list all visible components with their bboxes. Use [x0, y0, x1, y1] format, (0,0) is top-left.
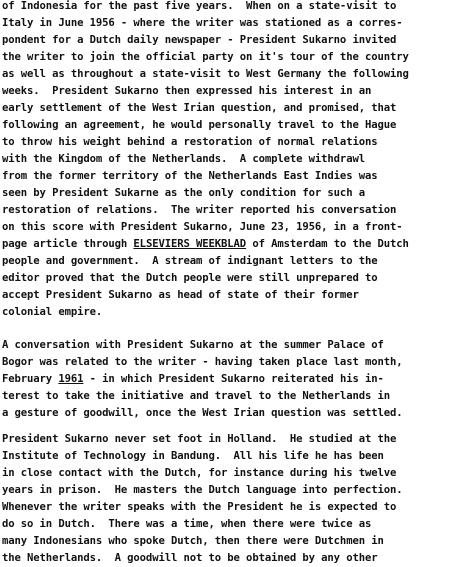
paragraph-1-line-15: page article through ELSEVIERS WEEKBLAD of Amsterdam to the Dutch	[2, 238, 409, 250]
paragraph-3-line-3: in close contact with the Dutch, for instance during his twelve	[2, 467, 397, 479]
paragraph-1-line-1: of Indonesia for the past five years. When on a state-visit to	[2, 0, 397, 12]
paragraph-1-line-4: the writer to join the official party on it's tour of the country	[2, 51, 409, 63]
paragraph-1-line-5: as well as throughout a state-visit to West Germany the following	[2, 68, 409, 80]
paragraph-3-line-5: Whenever the writer speaks with the President he is expected to	[2, 501, 397, 513]
paragraph-3-line-1: President Sukarno never set foot in Holland. He studied at the	[2, 433, 397, 445]
paragraph-1-line-19: colonial empire.	[2, 306, 103, 318]
paragraph-1-line-8: following an agreement, he would personally travel to the Hague	[2, 119, 397, 131]
paragraph-1-line-13: restoration of relations. The writer reported his conversation	[2, 204, 397, 216]
paragraph-1-line-11: from the former territory of the Netherlands East Indies was	[2, 170, 378, 182]
paragraph-1-line-3: pondent for a Dutch daily newspaper - President Sukarno invited	[2, 34, 397, 46]
paragraph-3-line-4: years in prison. He masters the Dutch language into perfection.	[2, 484, 403, 496]
paragraph-1-line-17: editor proved that the Dutch people were still unprepared to	[2, 272, 378, 284]
paragraph-1-line-7: early settlement of the West Irian question, and promised, that	[2, 102, 397, 114]
paragraph-1-line-14: on this score with President Sukarno, June 23, 1956, in a front-	[2, 221, 403, 233]
paragraph-2-line-4: terest to take the initiative and travel to the Netherlands in	[2, 390, 390, 402]
paragraph-2-line-5: a gesture of goodwill, once the West Irian question was settled.	[2, 407, 403, 419]
paragraph-1-line-2: Italy in June 1956 - where the writer was stationed as a corres-	[2, 17, 403, 29]
paragraph-1-line-9: to throw his weight behind a restoration of normal relations	[2, 136, 378, 148]
paragraph-2-line-3: February 1961 - in which President Sukarno reiterated his in-	[2, 373, 384, 385]
paragraph-3-line-2: Institute of Technology in Bandung. All his life he has been	[2, 450, 384, 462]
paragraph-2-line-2: Bogor was related to the writer - having taken place last month,	[2, 356, 403, 368]
paragraph-1-line-18: accept President Sukarno as head of state of their former	[2, 289, 359, 301]
paragraph-3-line-7: many Indonesians who spoke Dutch, then there were Dutchmen in	[2, 535, 384, 547]
paragraph-1-line-6: weeks. President Sukarno then expressed his interest in an	[2, 85, 372, 97]
paragraph-1-line-16: people and government. A stream of indignant letters to the	[2, 255, 378, 267]
paragraph-3-line-6: do so in Dutch. There was a time, when there were twice as	[2, 518, 372, 530]
underlined-phrase: ELSEVIERS WEEKBLAD	[133, 238, 247, 250]
underlined-phrase: 1961	[58, 373, 84, 385]
paragraph-1-line-12: seen by President Sukarne as the only condition for such a	[2, 187, 365, 199]
paragraph-1-line-10: with the Kingdom of the Netherlands. A complete withdrawl	[2, 153, 365, 165]
paragraph-2-line-1: A conversation with President Sukarno at the summer Palace of	[2, 339, 384, 351]
paragraph-3-line-8: the Netherlands. A goodwill not to be obtained by any other	[2, 552, 378, 564]
